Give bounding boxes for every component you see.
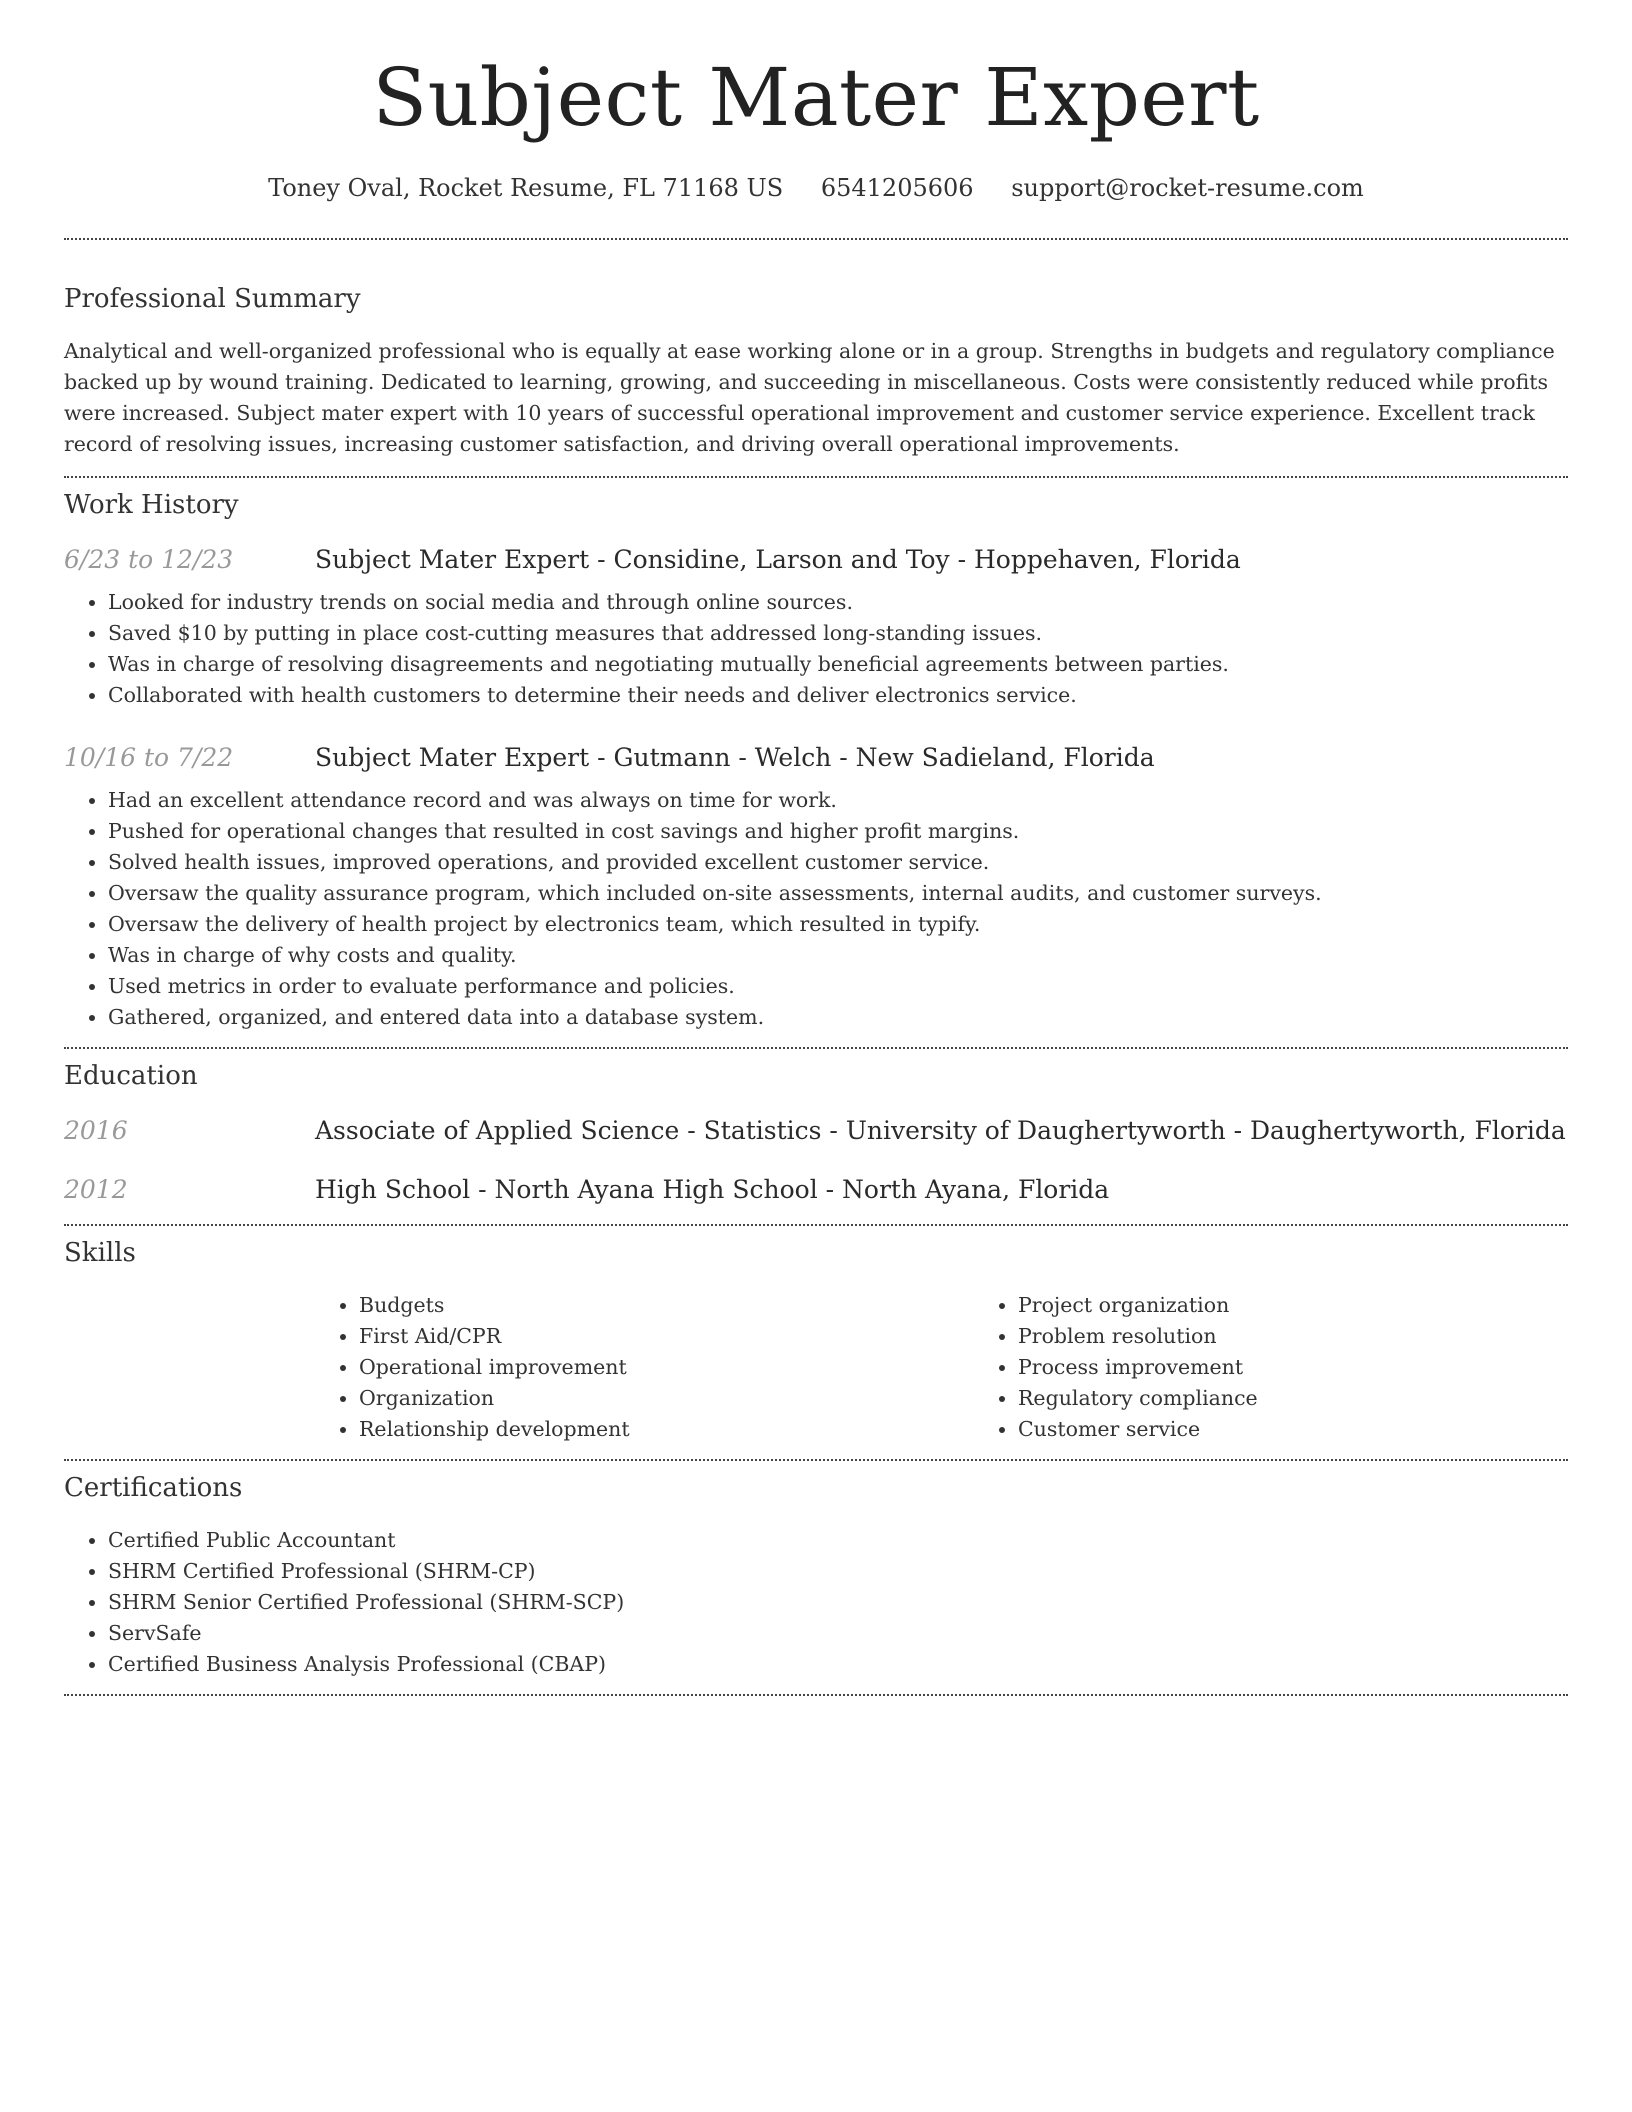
resume-name: Subject Mater Expert bbox=[372, 51, 1260, 144]
divider bbox=[64, 1694, 1568, 1696]
job-heading: Subject Mater Expert - Considine, Larson and Toy - Hoppehaven, Florida bbox=[315, 545, 1241, 574]
summary-text: Analytical and well-organized professional who is equally at ease working alone or in a group. Strengths in budgets and regulatory compliance backed up by wound training. Dedicated to learning, growing, and succeeding in miscellaneous. Costs were consistently reduced while profits were increased. Subject mater expert with 10 years of successful operational improvement and customer service experience. Excellent track record of resolving issues, increasing customer satisfaction, and driving overall operational improvements. bbox=[64, 339, 1555, 456]
job-entry bbox=[64, 545, 1568, 574]
job-dates: 6/23 to 12/23 bbox=[64, 545, 234, 574]
summary-title: Professional Summary bbox=[64, 284, 361, 314]
education-entry bbox=[64, 1175, 1568, 1204]
list-item: • Pushed for operational changes that resulted in cost savings and higher profit margins. bbox=[108, 816, 1568, 847]
divider bbox=[64, 1224, 1568, 1226]
divider bbox=[64, 476, 1568, 478]
education-year: 2012 bbox=[64, 1175, 128, 1204]
education-section bbox=[64, 1061, 1568, 1204]
skills-columns bbox=[315, 1290, 1568, 1445]
list-item: • Had an excellent attendance record and was always on time for work. bbox=[108, 785, 1568, 816]
education-year: 2016 bbox=[64, 1116, 128, 1145]
list-item: • Oversaw the quality assurance program, which included on-site assessments, internal audits, and customer surveys. bbox=[108, 878, 1568, 909]
skill-item: • Operational improvement bbox=[359, 1352, 974, 1383]
list-item: • Saved $10 by putting in place cost-cutting measures that addressed long-standing issues. bbox=[108, 618, 1568, 649]
certification-item: • SHRM Certified Professional (SHRM-CP) bbox=[108, 1556, 1568, 1587]
contact-address: Toney Oval, Rocket Resume, FL 71168 US bbox=[268, 174, 784, 202]
certifications-section bbox=[64, 1473, 1568, 1680]
skills-section bbox=[64, 1238, 1568, 1445]
skill-item: • Organization bbox=[359, 1383, 974, 1414]
skills-list-left bbox=[315, 1290, 974, 1445]
work-section bbox=[64, 490, 1568, 1033]
skill-item: • Process improvement bbox=[1018, 1352, 1632, 1383]
list-item: • Gathered, organized, and entered data into a database system. bbox=[108, 1002, 1568, 1033]
divider bbox=[64, 1459, 1568, 1461]
list-item: • Used metrics in order to evaluate performance and policies. bbox=[108, 971, 1568, 1002]
list-item: • Looked for industry trends on social media and through online sources. bbox=[108, 587, 1568, 618]
skills-list-right bbox=[974, 1290, 1632, 1445]
skills-title: Skills bbox=[64, 1238, 136, 1268]
job-dates: 10/16 to 7/22 bbox=[64, 743, 234, 772]
education-heading: Associate of Applied Science - Statistics - University of Daughertyworth - Daughertyworth, Florida bbox=[315, 1116, 1566, 1145]
work-title: Work History bbox=[64, 490, 239, 520]
education-entry bbox=[64, 1116, 1568, 1145]
job-bullets bbox=[64, 587, 1568, 711]
education-title: Education bbox=[64, 1061, 198, 1091]
contact-line bbox=[64, 174, 1568, 202]
list-item: • Collaborated with health customers to determine their needs and deliver electronics service. bbox=[108, 680, 1568, 711]
certifications-list bbox=[64, 1525, 1568, 1680]
job-heading: Subject Mater Expert - Gutmann - Welch - New Sadieland, Florida bbox=[315, 743, 1155, 772]
certification-item: • ServSafe bbox=[108, 1618, 1568, 1649]
job-entry bbox=[64, 743, 1568, 772]
skill-item: • Customer service bbox=[1018, 1414, 1632, 1445]
job-bullets bbox=[64, 785, 1568, 1033]
education-heading: High School - North Ayana High School - North Ayana, Florida bbox=[315, 1175, 1110, 1204]
list-item: • Solved health issues, improved operations, and provided excellent customer service. bbox=[108, 847, 1568, 878]
list-item: • Oversaw the delivery of health project by electronics team, which resulted in typify. bbox=[108, 909, 1568, 940]
list-item: • Was in charge of why costs and quality. bbox=[108, 940, 1568, 971]
summary-section bbox=[64, 284, 1568, 460]
divider bbox=[64, 1047, 1568, 1049]
skill-item: • First Aid/CPR bbox=[359, 1321, 974, 1352]
certification-item: • Certified Business Analysis Professional (CBAP) bbox=[108, 1649, 1568, 1680]
certification-item: • Certified Public Accountant bbox=[108, 1525, 1568, 1556]
contact-email: support@rocket-resume.com bbox=[1011, 174, 1364, 202]
skill-item: • Regulatory compliance bbox=[1018, 1383, 1632, 1414]
certifications-title: Certifications bbox=[64, 1473, 243, 1503]
contact-phone: 6541205606 bbox=[820, 174, 974, 202]
skill-item: • Project organization bbox=[1018, 1290, 1632, 1321]
skill-item: • Budgets bbox=[359, 1290, 974, 1321]
divider bbox=[64, 238, 1568, 240]
skill-item: • Problem resolution bbox=[1018, 1321, 1632, 1352]
skill-item: • Relationship development bbox=[359, 1414, 974, 1445]
certification-item: • SHRM Senior Certified Professional (SHRM-SCP) bbox=[108, 1587, 1568, 1618]
list-item: • Was in charge of resolving disagreements and negotiating mutually beneficial agreements between parties. bbox=[108, 649, 1568, 680]
